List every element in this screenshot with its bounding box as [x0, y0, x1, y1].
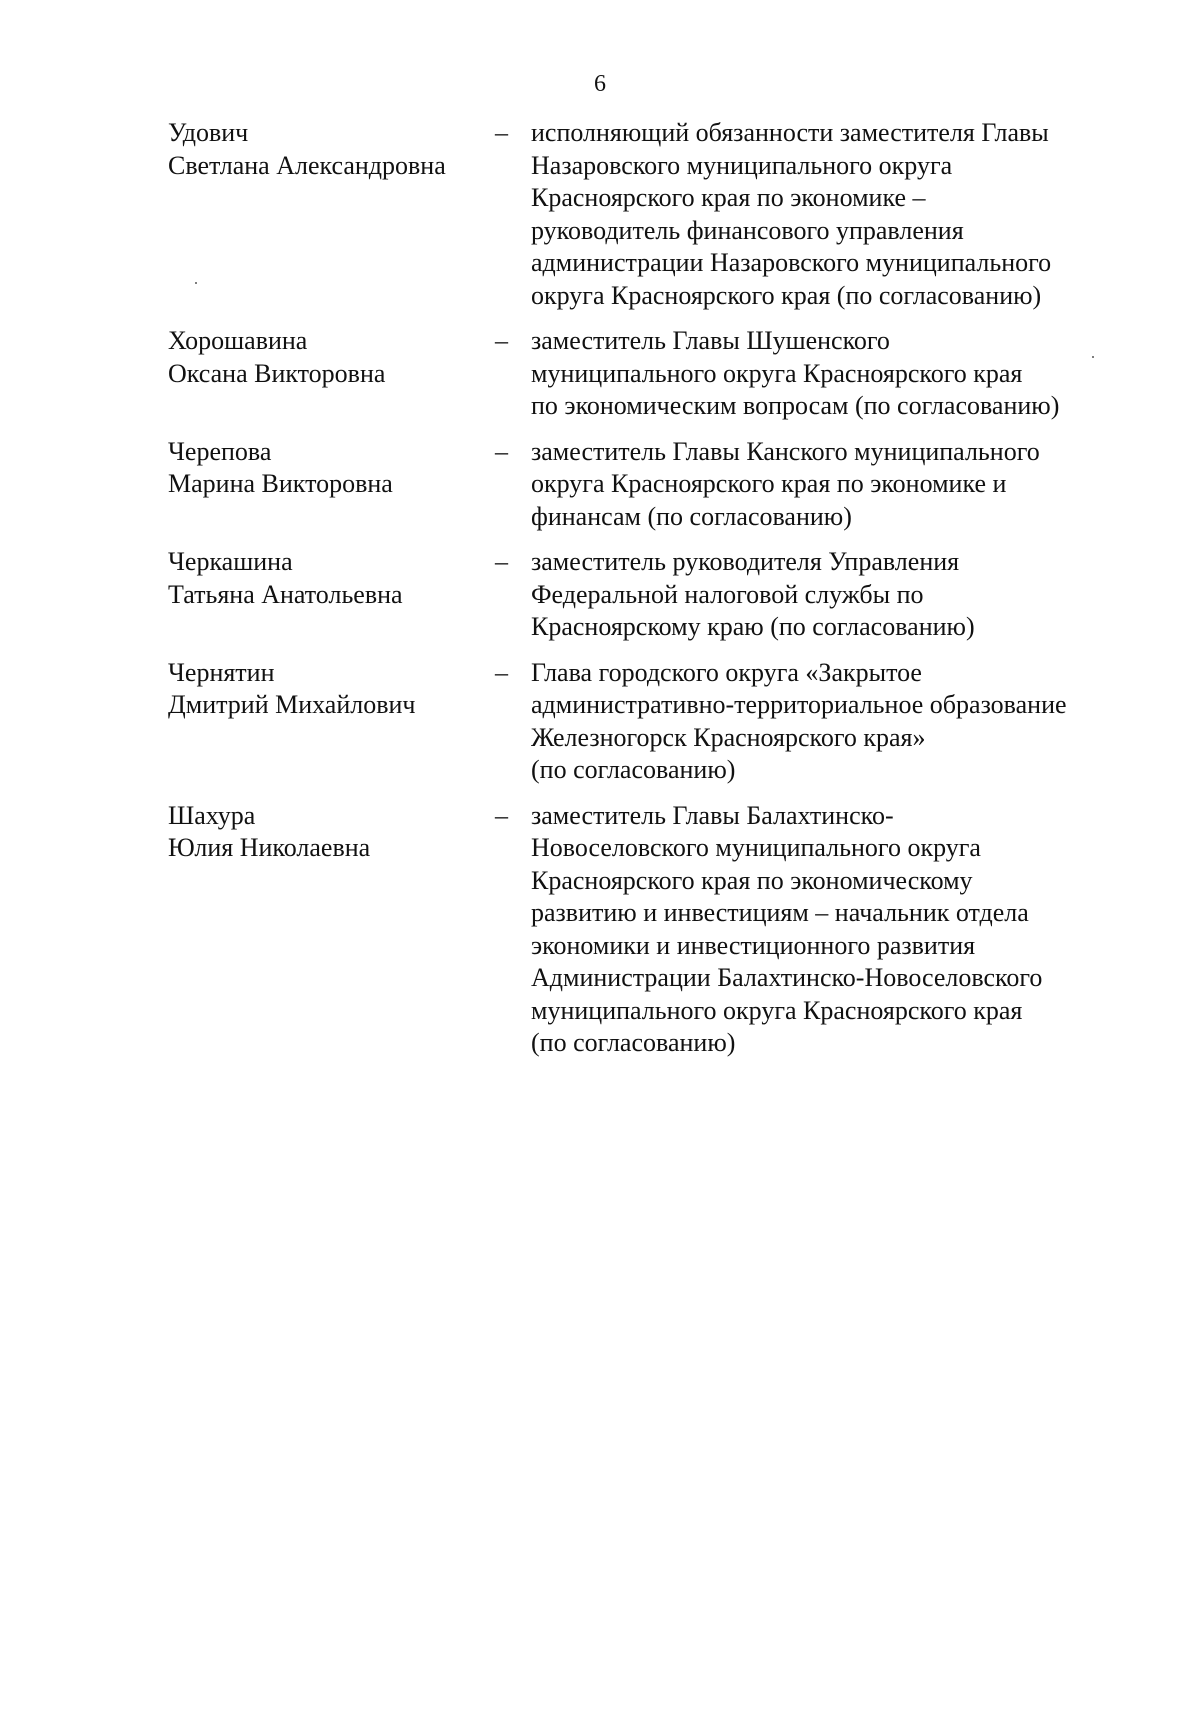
member-entry	[0, 800, 1200, 1060]
member-role-line: исполняющий обязанности заместителя Главы	[531, 118, 1049, 147]
member-role-line: (по согласованию)	[531, 1028, 736, 1057]
member-role-line: заместитель Главы Канского муниципального	[531, 436, 1040, 466]
member-surname: Хорошавина	[168, 326, 308, 355]
member-given-names: Оксана Викторовна	[168, 358, 386, 388]
member-role-line: (по согласованию)	[531, 755, 736, 784]
member-entry	[0, 436, 1200, 534]
member-role-line: Красноярского края по экономическому	[531, 865, 973, 895]
member-role-line: Новоселовского муниципального округа	[531, 833, 981, 862]
member-role	[531, 546, 1131, 644]
member-name	[168, 657, 488, 722]
member-role-line: муниципального округа Красноярского края	[531, 995, 1023, 1025]
member-role-line: округа Красноярского края по экономике и	[531, 469, 1007, 498]
member-surname: Черепова	[168, 436, 272, 466]
member-role	[531, 436, 1131, 534]
member-entry	[0, 657, 1200, 787]
member-entry	[0, 546, 1200, 644]
member-surname: Шахура	[168, 800, 256, 830]
member-dash: –	[495, 800, 508, 830]
member-role-line: заместитель Главы Шушенского	[531, 326, 890, 355]
member-role-line: округа Красноярского края (по согласованию)	[531, 280, 1042, 310]
member-name	[168, 800, 488, 865]
member-given-names: Дмитрий Михайлович	[168, 690, 416, 719]
member-role	[531, 117, 1131, 312]
member-role	[531, 800, 1131, 1060]
member-role-line: финансам (по согласованию)	[531, 501, 852, 531]
member-role-line: заместитель Главы Балахтинско-	[531, 800, 894, 830]
member-role-line: администрации Назаровского муниципального	[531, 248, 1052, 277]
member-role-line: Федеральной налоговой службы по	[531, 579, 924, 609]
member-dash: –	[495, 657, 508, 687]
member-surname: Черкашина	[168, 547, 293, 576]
member-role-line: руководитель финансового управления	[531, 215, 964, 245]
member-dash: –	[495, 326, 508, 355]
member-role-line: муниципального округа Красноярского края	[531, 358, 1023, 388]
member-name	[168, 117, 488, 182]
member-name	[168, 325, 488, 390]
member-role-line: Назаровского муниципального округа	[531, 150, 953, 180]
member-role-line: Глава городского округа «Закрытое	[531, 657, 922, 687]
member-list	[0, 117, 1200, 1060]
member-given-names: Татьяна Анатольевна	[168, 579, 403, 609]
member-role	[531, 657, 1131, 787]
member-dash: –	[495, 436, 508, 466]
member-given-names: Светлана Александровна	[168, 150, 446, 180]
member-entry	[0, 325, 1200, 423]
member-role-line: Администрации Балахтинско-Новоселовского	[531, 963, 1043, 992]
member-given-names: Марина Викторовна	[168, 469, 393, 498]
member-role-line: экономики и инвестиционного развития	[531, 930, 976, 960]
member-given-names: Юлия Николаевна	[168, 833, 371, 862]
member-name	[168, 546, 488, 611]
member-role-line: Красноярскому краю (по согласованию)	[531, 612, 975, 641]
member-surname: Чернятин	[168, 657, 275, 687]
member-dash: –	[495, 547, 508, 576]
member-role-line: развитию и инвестициям – начальник отдела	[531, 898, 1029, 927]
member-role-line: заместитель руководителя Управления	[531, 547, 960, 576]
member-role-line: по экономическим вопросам (по согласованию)	[531, 391, 1060, 420]
member-name	[168, 436, 488, 501]
member-role	[531, 325, 1131, 423]
member-entry	[0, 117, 1200, 312]
member-role-line: Красноярского края по экономике –	[531, 183, 926, 212]
member-role-line: административно-территориальное образование	[531, 690, 1067, 719]
member-dash: –	[495, 118, 508, 147]
member-role-line: Железногорск Красноярского края»	[531, 722, 926, 752]
member-surname: Удович	[168, 118, 249, 147]
page-number: 6	[594, 71, 606, 97]
